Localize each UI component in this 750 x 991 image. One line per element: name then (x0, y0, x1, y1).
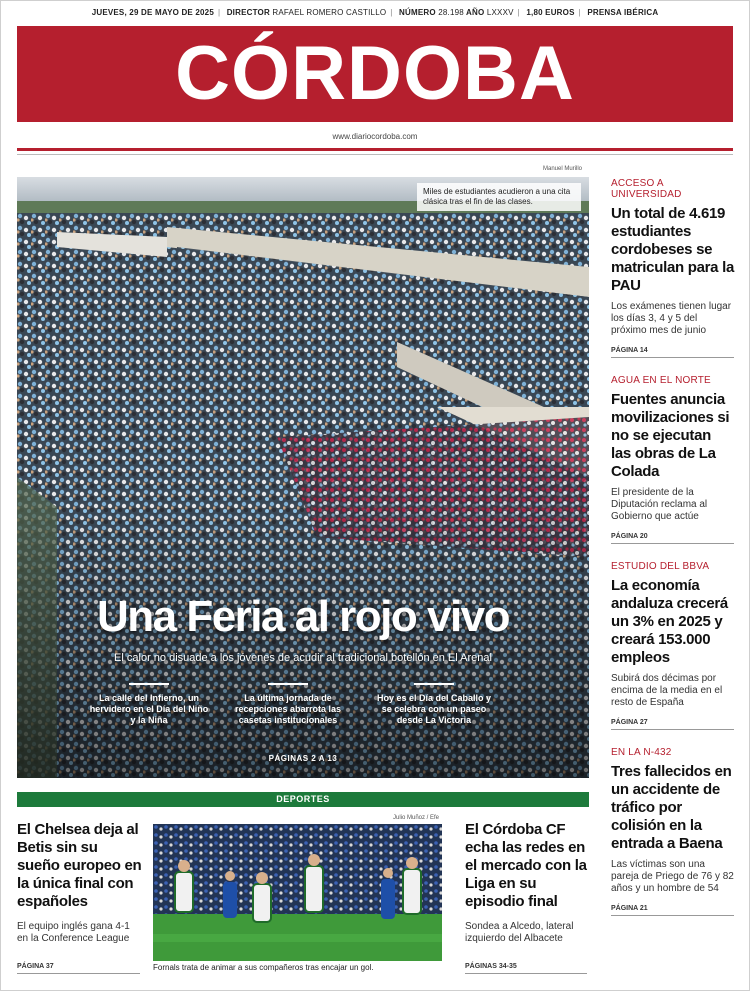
number-label: NÚMERO (399, 8, 436, 17)
main-photo[interactable] (17, 177, 589, 778)
teaser-3[interactable] (374, 683, 494, 726)
sports-left-page: PÁGINA 37 (17, 963, 140, 974)
number-value: 28.198 (438, 8, 464, 17)
sidebar-title: Fuentes anuncia movilizaciones si no se ejecutan las obras de La Colada (611, 391, 730, 480)
sports-left-body: El equipo inglés gana 4-1 en la Conference League (17, 921, 130, 944)
sidebar-body: El presidente de la Diputación reclama al Gobierno que actúe (611, 487, 708, 522)
football-image (153, 824, 442, 961)
director-label: DIRECTOR (226, 8, 270, 17)
price: 1,80 EUROS (526, 8, 575, 17)
sidebar-kicker: AGUA EN EL NORTE (611, 375, 711, 386)
sports-left-title: El Chelsea deja al Betis sin su sueño europeo en la única final con españoles (17, 821, 142, 910)
header-rule (17, 148, 733, 151)
teaser-text: La calle del Infierno, un hervidero en el Día del Niño y la Niña (89, 693, 209, 725)
sports-right-page: PÁGINAS 34-35 (465, 963, 587, 974)
sidebar-title: Un total de 4.619 estudiantes cordobeses se matriculan para la PAU (611, 205, 734, 294)
sidebar-kicker: ESTUDIO DEL BBVA (611, 561, 710, 572)
sports-right-body: Sondea a Alcedo, lateral izquierdo del Albacete (465, 921, 574, 944)
sports-photo-credit: Julio Muñoz / Efe (393, 815, 440, 821)
sidebar-title: Tres fallecidos en un accidente de tráfico por colisión en la entrada a Baena (611, 763, 732, 852)
teaser-bar (268, 683, 308, 685)
website-url[interactable]: www.diariocordoba.com (332, 132, 418, 141)
sports-photo[interactable] (153, 824, 442, 961)
teaser-bar (129, 683, 169, 685)
sidebar-page: PÁGINA 21 (611, 905, 734, 916)
sidebar-story-bbva[interactable] (611, 561, 734, 730)
sports-story-cordoba-cf[interactable] (465, 821, 587, 945)
sidebar-kicker: ACCESO A UNIVERSIDAD (611, 178, 682, 200)
main-pages: PÁGINAS 2 A 13 (268, 754, 338, 763)
masthead-logo: CÓRDOBA (175, 31, 575, 116)
sports-photo-caption: Fornals trata de animar a sus compañeros tras encajar un gol. (153, 963, 374, 972)
sports-section-bar: DEPORTES (17, 792, 589, 807)
sidebar-page: PÁGINA 27 (611, 719, 734, 730)
sports-right-title: El Córdoba CF echa las redes en el mercado con la Liga en su episodio final (465, 821, 587, 910)
sidebar-page: PÁGINA 20 (611, 533, 734, 544)
sidebar-kicker: EN LA N-432 (611, 747, 672, 758)
teaser-text: Hoy es el Día del Caballo y se celebra con un paseo desde La Victoria (376, 693, 492, 725)
teaser-text: La última jornada de recepciones abarrota las casetas institucionales (234, 693, 342, 725)
main-subheadline: El calor no disuade a los jóvenes de acudir al tradicional botellón en El Arenal (114, 652, 492, 664)
sidebar (611, 178, 734, 916)
sidebar-page: PÁGINA 14 (611, 347, 734, 358)
sports-story-betis[interactable] (17, 821, 142, 945)
sidebar-story-n432[interactable] (611, 747, 734, 916)
sidebar-story-pau[interactable] (611, 178, 734, 358)
issue-date: JUEVES, 29 DE MAYO DE 2025 (91, 8, 214, 17)
director-name: RAFAEL ROMERO CASTILLO (272, 8, 387, 17)
teaser-bar (414, 683, 454, 685)
teaser-1[interactable] (89, 683, 209, 726)
teaser-2[interactable] (228, 683, 348, 726)
sidebar-body: Subirá dos décimas por encima de la media en el resto de España (611, 673, 723, 708)
year-label: AÑO (466, 8, 485, 17)
sidebar-body: Los exámenes tienen lugar los días 3, 4 y 5 del próximo mes de junio (611, 301, 732, 336)
publisher-group: PRENSA IBÉRICA (587, 8, 659, 17)
main-photo-credit: Manuel Murillo (543, 166, 583, 172)
main-headline[interactable]: Una Feria al rojo vivo (96, 592, 510, 641)
header-info-line: JUEVES, 29 DE MAYO DE 2025 | DIRECTOR RAFAEL ROMERO CASTILLO | NÚMERO 28.198 AÑO LXXXV | 1,80 EUROS | PRENSA IBÉRICA (91, 8, 659, 17)
main-photo-caption: Miles de estudiantes acudieron a una cita clásica tras el fin de las clases. (417, 183, 581, 211)
year-value: LXXXV (486, 8, 514, 17)
sidebar-story-agua[interactable] (611, 375, 734, 544)
sidebar-title: La economía andaluza crecerá un 3% en 2025 y creará 153.000 empleos (611, 577, 728, 666)
sidebar-body: Las víctimas son una pareja de Priego de 76 y 82 años y un hombre de 54 (611, 859, 734, 894)
header-rule-thin (17, 154, 733, 155)
masthead (17, 26, 733, 122)
